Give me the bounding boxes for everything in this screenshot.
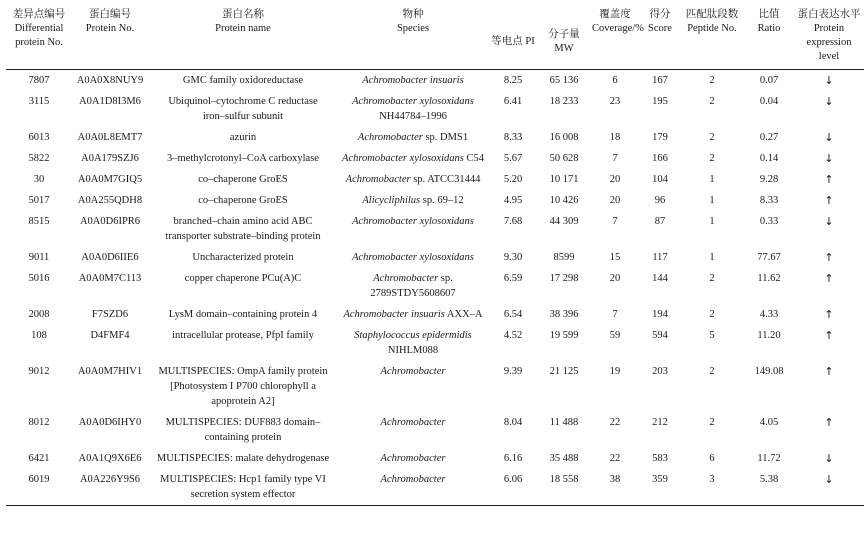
differential-no-cell: 5017 xyxy=(28,195,50,206)
species-italic: Achromobacter xyxy=(380,453,446,464)
coverage-cell: 7 xyxy=(612,216,618,227)
table-row xyxy=(6,91,864,127)
protein-id-cell: A0A0M7HIV1 xyxy=(77,366,143,377)
pi-cell: 5.67 xyxy=(503,153,523,164)
species-cell xyxy=(338,268,488,304)
species-line xyxy=(340,109,486,124)
column-header-en: protein No. xyxy=(15,37,63,48)
score-cell: 96 xyxy=(654,195,666,206)
species-cell xyxy=(338,325,488,361)
coverage-cell: 20 xyxy=(609,195,621,206)
protein-name-cell xyxy=(148,361,338,412)
up-arrow-icon: ↑ xyxy=(824,173,834,186)
coverage-cell: 6 xyxy=(612,75,618,86)
column-header xyxy=(640,6,680,70)
protein-id-cell: A0A0X8NUY9 xyxy=(76,75,144,86)
column-header xyxy=(744,6,794,70)
species-italic: Achromobacter xylosoxidans xyxy=(352,216,474,227)
pi-cell: 6.41 xyxy=(503,96,523,107)
protein-id-cell: D4FMF4 xyxy=(90,330,130,341)
protein-name-cell xyxy=(148,190,338,211)
protein-name-cell xyxy=(148,268,338,304)
peptide-count-cell: 2 xyxy=(709,273,715,284)
mw-cell: 38 396 xyxy=(549,309,579,320)
protein-name-line: GMC family oxidoreductase xyxy=(182,75,304,86)
peptide-count-cell: 6 xyxy=(709,453,715,464)
protein-name-cell xyxy=(148,247,338,268)
protein-name-line: MULTISPECIES: Hcp1 family type VI xyxy=(160,474,326,485)
protein-id-cell: A0A0L8EMT7 xyxy=(77,132,143,143)
column-header-en: Ratio xyxy=(757,23,781,34)
pi-cell: 8.33 xyxy=(503,132,523,143)
species-line xyxy=(340,172,486,187)
species-italic: Staphylococcus epidermidis xyxy=(354,330,472,341)
species-line xyxy=(340,343,486,358)
column-header xyxy=(6,6,72,70)
coverage-cell: 7 xyxy=(612,153,618,164)
coverage-cell: 23 xyxy=(609,96,621,107)
coverage-cell: 38 xyxy=(590,469,640,506)
species-line xyxy=(340,73,486,88)
species-cell xyxy=(338,169,488,190)
mw-cell: 16 008 xyxy=(549,132,579,143)
protein-name-line: MULTISPECIES: malate dehydrogenase xyxy=(156,453,330,464)
coverage-cell: 22 xyxy=(609,417,621,428)
score-cell: 195 xyxy=(652,96,668,107)
mw-cell: 18 558 xyxy=(538,469,590,506)
pi-cell: 8.04 xyxy=(503,417,523,428)
column-header-en: Protein No. xyxy=(85,23,135,34)
protein-name-line: co–chaperone GroES xyxy=(198,174,288,185)
species-italic: Achromobacter xyxy=(380,366,446,377)
column-header-zh: 蛋白名称 xyxy=(222,9,264,20)
protein-id-cell: A0A1D8I3M6 xyxy=(79,96,141,107)
coverage-cell: 7 xyxy=(612,309,618,320)
differential-no-cell: 6013 xyxy=(28,132,50,143)
species-line xyxy=(340,307,486,322)
column-header-en: Protein name xyxy=(215,23,271,34)
protein-name-line: MULTISPECIES: DUF883 domain– xyxy=(165,417,321,428)
ratio-cell: 11.62 xyxy=(757,273,781,284)
peptide-count-cell: 2 xyxy=(709,366,715,377)
species-italic: Achromobacter insuaris xyxy=(343,309,445,320)
protein-name-line: 3–methylcrotonyl–CoA carboxylase xyxy=(167,153,319,164)
column-header xyxy=(680,6,744,70)
protein-name-cell xyxy=(148,91,338,127)
differential-no-cell: 8012 xyxy=(28,417,50,428)
peptide-count-cell: 2 xyxy=(709,75,715,86)
species-line xyxy=(340,214,486,229)
score-cell: 166 xyxy=(652,153,668,164)
pi-cell: 6.16 xyxy=(503,453,523,464)
table-row xyxy=(6,70,864,92)
protein-id-cell: A0A179SZJ6 xyxy=(81,153,139,164)
species-italic: Achromobacter xyxy=(380,417,446,428)
species-cell xyxy=(338,412,488,448)
protein-name-cell xyxy=(148,70,338,92)
peptide-count-cell: 2 xyxy=(709,309,715,320)
species-plain: sp. xyxy=(438,273,453,284)
column-header-zh: 蛋白表达水平 xyxy=(797,9,861,20)
species-cell xyxy=(338,211,488,247)
species-italic: Achromobacter xyxy=(357,132,423,143)
mw-cell: 10 171 xyxy=(549,174,579,185)
differential-no-cell: 7807 xyxy=(28,75,50,86)
protein-name-line: [Photosystem I P700 chlorophyll a xyxy=(170,381,316,392)
column-header-zh: 差异点编号 xyxy=(12,9,66,20)
species-line xyxy=(340,472,486,487)
coverage-cell: 18 xyxy=(609,132,621,143)
protein-id-cell: A0A226Y9S6 xyxy=(72,469,148,506)
protein-name-cell xyxy=(148,448,338,469)
species-plain: sp. DMS1 xyxy=(422,132,469,143)
protein-id-cell: A0A255QDH8 xyxy=(77,195,143,206)
pi-cell: 6.54 xyxy=(503,309,523,320)
coverage-cell: 15 xyxy=(609,252,621,263)
species-cell xyxy=(338,361,488,412)
peptide-count-cell: 2 xyxy=(709,132,715,143)
score-cell: 179 xyxy=(652,132,668,143)
down-arrow-icon: ↓ xyxy=(824,152,834,165)
table-row xyxy=(6,148,864,169)
protein-name-line: copper chaperone PCu(A)C xyxy=(184,273,302,284)
species-italic: Achromobacter xylosoxidans xyxy=(352,252,474,263)
score-cell: 203 xyxy=(652,366,668,377)
down-arrow-icon: ↓ xyxy=(824,131,834,144)
down-arrow-icon: ↓ xyxy=(794,469,864,506)
column-header-zh: 分子量 MW xyxy=(548,29,580,54)
ratio-cell: 11.72 xyxy=(757,453,781,464)
protein-name-line: apoprotein A2] xyxy=(211,396,275,407)
peptide-count-cell: 1 xyxy=(709,174,715,185)
column-header-zh: 等电点 PI xyxy=(491,36,535,47)
species-plain: NIHLM088 xyxy=(387,345,439,356)
pi-cell: 9.30 xyxy=(503,252,523,263)
table-row xyxy=(6,448,864,469)
score-cell: 212 xyxy=(652,417,668,428)
species-line xyxy=(340,250,486,265)
column-header-en: Species xyxy=(396,23,430,34)
table-row xyxy=(6,268,864,304)
score-cell: 594 xyxy=(652,330,668,341)
species-italic: Achromobacter insuaris xyxy=(362,75,464,86)
peptide-count-cell: 2 xyxy=(709,96,715,107)
column-header-zh: 比值 xyxy=(758,9,780,20)
species-cell xyxy=(338,190,488,211)
table-row xyxy=(6,469,864,506)
column-header-en: Score xyxy=(648,23,672,34)
column-header xyxy=(488,6,538,70)
column-header-zh: 物种 xyxy=(402,9,424,20)
species-italic: Achromobacter xylosoxidans xyxy=(342,153,464,164)
differential-no-cell: 3115 xyxy=(28,96,50,107)
differential-no-cell: 2008 xyxy=(28,309,50,320)
ratio-cell: 0.27 xyxy=(759,132,779,143)
species-plain: NH44784–1996 xyxy=(379,111,447,122)
up-arrow-icon: ↑ xyxy=(824,308,834,321)
mw-cell: 8599 xyxy=(553,252,575,263)
up-arrow-icon: ↑ xyxy=(824,416,834,429)
pi-cell: 6.59 xyxy=(503,273,523,284)
mw-cell: 18 233 xyxy=(549,96,579,107)
table-row xyxy=(6,304,864,325)
species-cell xyxy=(338,91,488,127)
species-italic: Achromobacter xyxy=(380,474,446,485)
species-line xyxy=(340,193,486,208)
pi-cell: 8.25 xyxy=(503,75,523,86)
table-row xyxy=(6,190,864,211)
differential-no-cell: 5822 xyxy=(28,153,50,164)
protein-table xyxy=(6,6,864,506)
up-arrow-icon: ↑ xyxy=(824,194,834,207)
mw-cell: 35 488 xyxy=(549,453,579,464)
protein-id-cell: A0A0D6IIE6 xyxy=(81,252,139,263)
species-plain: sp. 69–12 xyxy=(420,195,464,206)
species-italic: Alicycliphilus xyxy=(362,195,421,206)
column-header xyxy=(72,6,148,70)
ratio-cell: 77.67 xyxy=(757,252,781,263)
peptide-count-cell: 1 xyxy=(709,216,715,227)
ratio-cell: 0.14 xyxy=(759,153,779,164)
up-arrow-icon: ↑ xyxy=(824,272,834,285)
column-header-en: Coverage/% xyxy=(592,23,644,34)
ratio-cell: 8.33 xyxy=(759,195,779,206)
species-cell xyxy=(338,247,488,268)
protein-name-line: LysM domain–containing protein 4 xyxy=(168,309,318,320)
peptide-count-cell: 3 xyxy=(680,469,744,506)
table-row xyxy=(6,361,864,412)
mw-cell: 21 125 xyxy=(549,366,579,377)
protein-name-cell xyxy=(148,469,338,506)
pi-cell: 6.06 xyxy=(488,469,538,506)
species-cell xyxy=(338,70,488,92)
column-header-zh: 蛋白编号 xyxy=(89,9,131,20)
differential-no-cell: 5016 xyxy=(28,273,50,284)
down-arrow-icon: ↓ xyxy=(824,452,834,465)
species-italic: Achromobacter xylosoxidans xyxy=(352,96,474,107)
protein-name-line: co–chaperone GroES xyxy=(198,195,288,206)
protein-name-line: containing protein xyxy=(204,432,282,443)
score-cell: 194 xyxy=(652,309,668,320)
protein-name-cell xyxy=(148,325,338,361)
table-header xyxy=(6,6,864,70)
species-italic: Achromobacter xyxy=(373,273,439,284)
column-header xyxy=(794,6,864,70)
species-line xyxy=(340,130,486,145)
pi-cell: 9.39 xyxy=(503,366,523,377)
up-arrow-icon: ↑ xyxy=(824,329,834,342)
column-header xyxy=(538,6,590,70)
protein-id-cell: F7SZD6 xyxy=(91,309,129,320)
coverage-cell: 20 xyxy=(609,174,621,185)
table-row xyxy=(6,169,864,190)
differential-no-cell: 6019 xyxy=(6,469,72,506)
mw-cell: 17 298 xyxy=(549,273,579,284)
ratio-cell: 0.04 xyxy=(759,96,779,107)
score-cell: 167 xyxy=(652,75,668,86)
protein-name-line: secretion system effector xyxy=(190,489,296,500)
species-italic: Achromobacter xyxy=(345,174,411,185)
protein-name-cell xyxy=(148,412,338,448)
protein-name-line: iron–sulfur subunit xyxy=(202,111,284,122)
peptide-count-cell: 2 xyxy=(709,417,715,428)
coverage-cell: 19 xyxy=(609,366,621,377)
protein-name-cell xyxy=(148,127,338,148)
protein-name-line: transporter substrate–binding protein xyxy=(165,231,321,242)
peptide-count-cell: 1 xyxy=(709,252,715,263)
protein-name-line: Uncharacterized protein xyxy=(192,252,294,263)
table-body xyxy=(6,70,864,506)
species-plain: AXX–A xyxy=(444,309,483,320)
peptide-count-cell: 2 xyxy=(709,153,715,164)
mw-cell: 10 426 xyxy=(549,195,579,206)
score-cell: 104 xyxy=(652,174,668,185)
mw-cell: 19 599 xyxy=(549,330,579,341)
coverage-cell: 22 xyxy=(609,453,621,464)
peptide-count-cell: 1 xyxy=(709,195,715,206)
species-cell xyxy=(338,127,488,148)
ratio-cell: 5.38 xyxy=(744,469,794,506)
down-arrow-icon: ↓ xyxy=(824,74,834,87)
table-row xyxy=(6,412,864,448)
differential-no-cell: 30 xyxy=(33,174,45,185)
differential-no-cell: 9012 xyxy=(28,366,50,377)
score-cell: 583 xyxy=(652,453,668,464)
species-plain: 2789STDY5608607 xyxy=(370,288,456,299)
column-header-zh: 匹配肽段数 xyxy=(685,9,739,20)
protein-name-line: Ubiquinol–cytochrome C reductase xyxy=(168,96,318,107)
species-line xyxy=(340,415,486,430)
pi-cell: 7.68 xyxy=(503,216,523,227)
differential-no-cell: 9011 xyxy=(28,252,50,263)
species-line xyxy=(340,328,486,343)
protein-name-cell xyxy=(148,211,338,247)
table-row xyxy=(6,127,864,148)
species-plain: sp. ATCC31444 xyxy=(410,174,481,185)
species-plain: C54 xyxy=(463,153,484,164)
score-cell: 144 xyxy=(652,273,668,284)
table-row xyxy=(6,211,864,247)
mw-cell: 65 136 xyxy=(549,75,579,86)
protein-id-cell: A0A0M7C113 xyxy=(78,273,142,284)
up-arrow-icon: ↑ xyxy=(824,365,834,378)
ratio-cell: 11.20 xyxy=(757,330,781,341)
up-arrow-icon: ↑ xyxy=(824,251,834,264)
score-cell: 117 xyxy=(652,252,668,263)
down-arrow-icon: ↓ xyxy=(824,95,834,108)
mw-cell: 50 628 xyxy=(549,153,579,164)
ratio-cell: 9.28 xyxy=(759,174,779,185)
protein-id-cell: A0A0D6IHY0 xyxy=(78,417,142,428)
species-line xyxy=(340,451,486,466)
ratio-cell: 0.33 xyxy=(759,216,779,227)
peptide-count-cell: 5 xyxy=(709,330,715,341)
pi-cell: 4.95 xyxy=(503,195,523,206)
mw-cell: 11 488 xyxy=(549,417,579,428)
protein-id-cell: A0A0D6IPR6 xyxy=(79,216,141,227)
column-header-en: level xyxy=(818,51,840,62)
column-header xyxy=(148,6,338,70)
protein-name-line: intracellular protease, PfpI family xyxy=(172,330,314,341)
protein-name-line: branched–chain amino acid ABC xyxy=(173,216,313,227)
protein-name-line: azurin xyxy=(229,132,257,143)
protein-id-cell: A0A1Q9X6E6 xyxy=(78,453,142,464)
species-line xyxy=(340,364,486,379)
ratio-cell: 149.08 xyxy=(754,366,784,377)
table-row xyxy=(6,325,864,361)
differential-no-cell: 8515 xyxy=(28,216,50,227)
protein-name-cell xyxy=(148,148,338,169)
species-cell xyxy=(338,469,488,506)
species-line xyxy=(340,271,486,286)
species-cell xyxy=(338,448,488,469)
differential-no-cell: 6421 xyxy=(28,453,50,464)
species-line xyxy=(340,94,486,109)
coverage-cell: 59 xyxy=(609,330,621,341)
protein-id-cell: A0A0M7GIQ5 xyxy=(77,174,143,185)
column-header-en: Differential xyxy=(14,23,64,34)
score-cell: 87 xyxy=(654,216,666,227)
ratio-cell: 4.05 xyxy=(759,417,779,428)
column-header-en: Protein expression xyxy=(806,23,852,48)
column-header-zh: 覆盖度 xyxy=(599,9,631,20)
species-cell xyxy=(338,148,488,169)
column-header-en: Peptide No. xyxy=(687,23,737,34)
mw-cell: 44 309 xyxy=(549,216,579,227)
down-arrow-icon: ↓ xyxy=(824,215,834,228)
ratio-cell: 4.33 xyxy=(759,309,779,320)
coverage-cell: 20 xyxy=(609,273,621,284)
ratio-cell: 0.07 xyxy=(759,75,779,86)
species-line xyxy=(340,286,486,301)
species-line xyxy=(340,151,486,166)
protein-name-cell xyxy=(148,169,338,190)
pi-cell: 5.20 xyxy=(503,174,523,185)
protein-name-line: MULTISPECIES: OmpA family protein xyxy=(158,366,328,377)
score-cell: 359 xyxy=(640,469,680,506)
pi-cell: 4.52 xyxy=(503,330,523,341)
table-row xyxy=(6,247,864,268)
column-header xyxy=(590,6,644,70)
column-header-zh: 得分 xyxy=(649,9,671,20)
differential-no-cell: 108 xyxy=(31,330,47,341)
protein-name-cell xyxy=(148,304,338,325)
column-header xyxy=(338,6,488,70)
species-cell xyxy=(338,304,488,325)
